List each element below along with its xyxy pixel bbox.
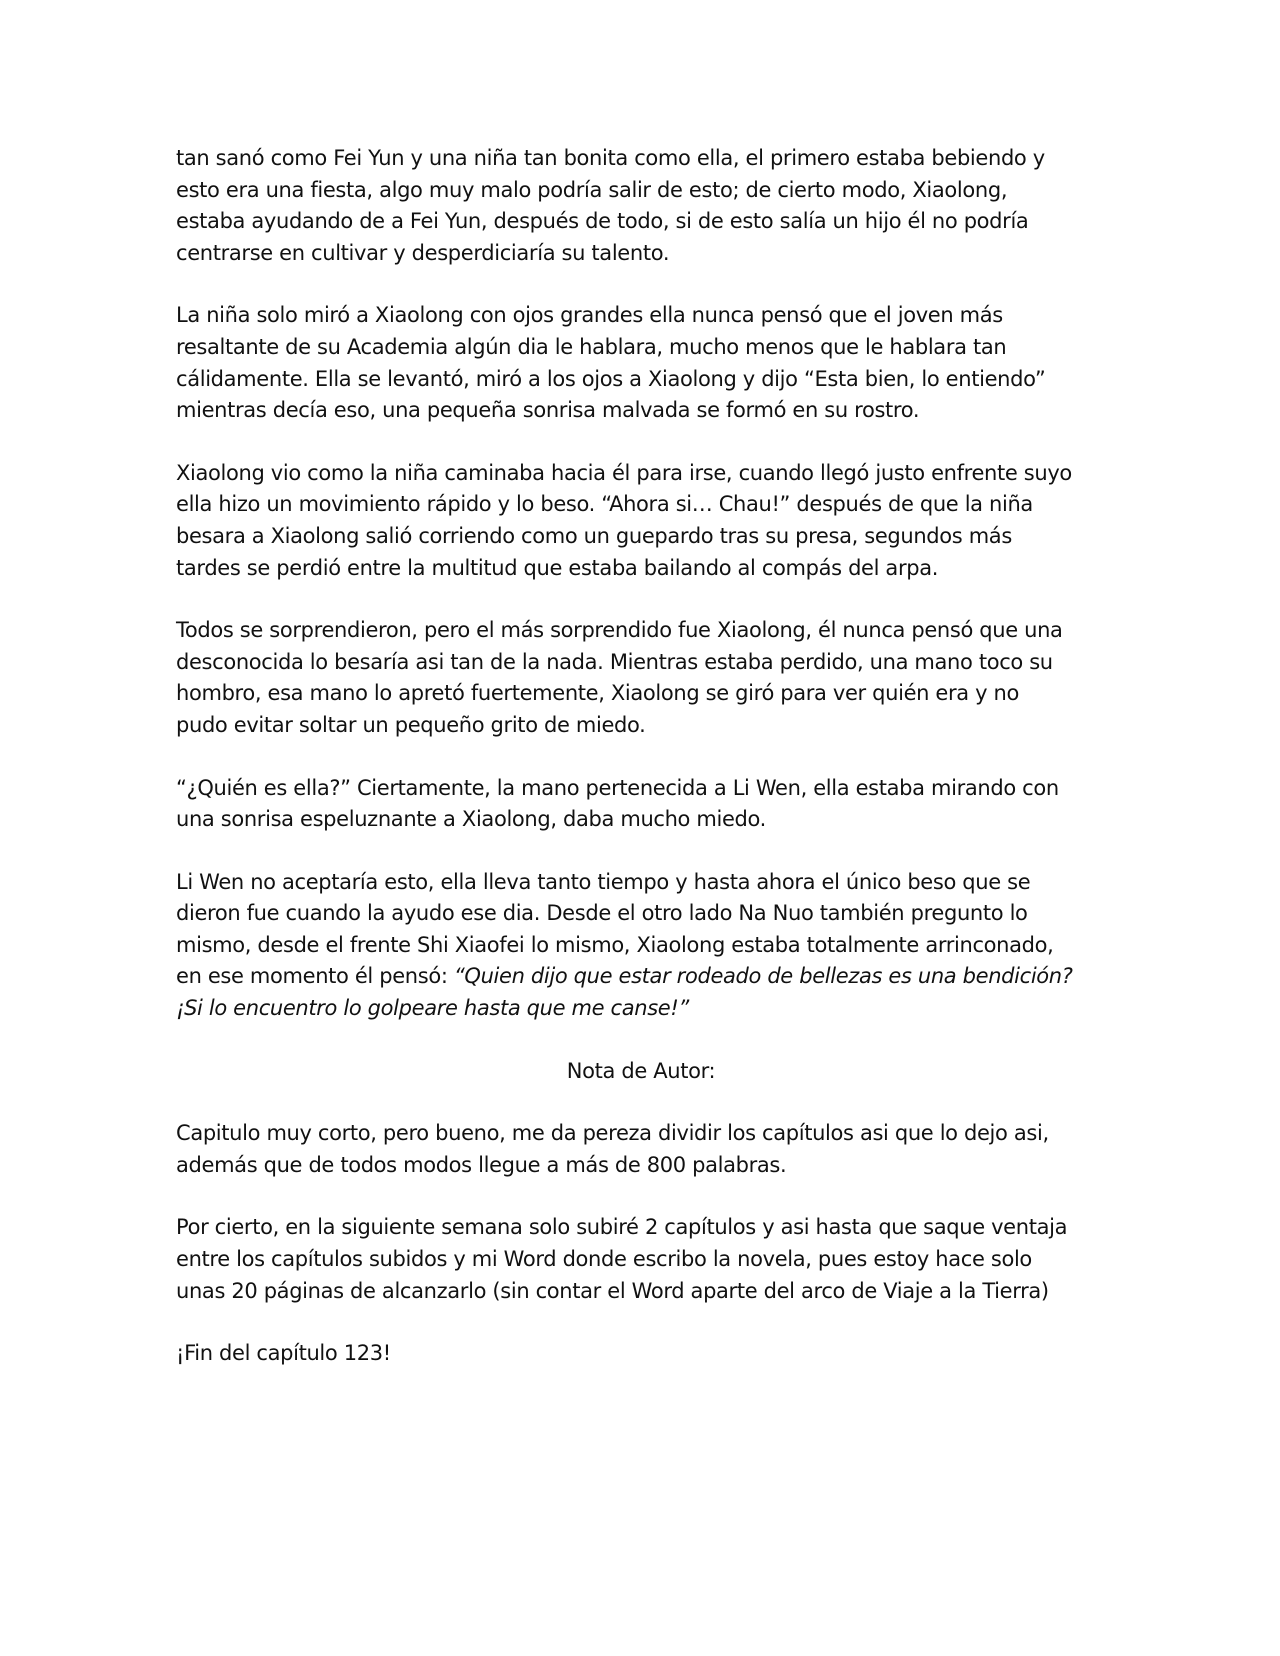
paragraph-8 [176, 1212, 1106, 1307]
text-line: “¿Quién es ella?” Ciertamente, la mano pertenecida a Li Wen, ella estaba mirando con [176, 775, 1059, 800]
paragraph-1 [176, 143, 1106, 269]
text-line: dieron fue cuando la ayudo ese dia. Desde el otro lado Na Nuo también pregunto lo [176, 901, 1028, 926]
text-line: desconocida lo besaría asi tan de la nada. Mientras estaba perdido, una mano toco su [176, 649, 1053, 674]
text-line: Xiaolong vio como la niña caminaba hacia él para irse, cuando llegó justo enfrente suyo [176, 460, 1072, 485]
author-note-heading [176, 1056, 1106, 1088]
document-page [176, 143, 1106, 1401]
text-line: esto era una fiesta, algo muy malo podría salir de esto; de cierto modo, Xiaolong, [176, 177, 1008, 202]
text-line: besara a Xiaolong salió corriendo como un guepardo tras su presa, segundos más [176, 523, 1012, 548]
text-line: cálidamente. Ella se levantó, miró a los ojos a Xiaolong y dijo “Esta bien, lo entiendo” [176, 366, 1046, 391]
text-line: unas 20 páginas de alcanzarlo (sin contar el Word aparte del arco de Viaje a la Tierra) [176, 1278, 1049, 1303]
paragraph-3 [176, 458, 1106, 584]
paragraph-4 [176, 615, 1106, 741]
text-line: mientras decía eso, una pequeña sonrisa malvada se formó en su rostro. [176, 398, 920, 423]
text-segment: en ese momento él pensó: [176, 964, 454, 989]
heading-text: Nota de Autor: [566, 1058, 716, 1083]
text-line: ¡Fin del capítulo 123! [176, 1341, 391, 1366]
text-line: además que de todos modos llegue a más de 800 palabras. [176, 1152, 787, 1177]
text-line: tardes se perdió entre la multitud que estaba bailando al compás del arpa. [176, 555, 939, 580]
italic-thought: ¡Si lo encuentro lo golpeare hasta que me canse!” [176, 996, 689, 1021]
italic-thought: “Quien dijo que estar rodeado de bellezas es una bendición? [453, 964, 1073, 989]
paragraph-5 [176, 773, 1106, 836]
text-line: centrarse en cultivar y desperdiciaría su talento. [176, 240, 670, 265]
text-line: estaba ayudando de a Fei Yun, después de todo, si de esto salía un hijo él no podría [176, 209, 1029, 234]
chapter-end [176, 1338, 1106, 1370]
text-line: una sonrisa espeluznante a Xiaolong, daba mucho miedo. [176, 807, 766, 832]
text-line: hombro, esa mano lo apretó fuertemente, Xiaolong se giró para ver quién era y no [176, 681, 1019, 706]
text-line: entre los capítulos subidos y mi Word donde escribo la novela, pues estoy hace solo [176, 1247, 1032, 1272]
text-line: Todos se sorprendieron, pero el más sorprendido fue Xiaolong, él nunca pensó que una [176, 618, 1063, 643]
paragraph-6 [176, 867, 1106, 1025]
text-line: mismo, desde el frente Shi Xiaofei lo mismo, Xiaolong estaba totalmente arrinconado, [176, 932, 1054, 957]
text-line: resaltante de su Academia algún dia le hablara, mucho menos que le hablara tan [176, 334, 1007, 359]
text-line: pudo evitar soltar un pequeño grito de miedo. [176, 712, 646, 737]
text-line: Li Wen no aceptaría esto, ella lleva tanto tiempo y hasta ahora el único beso que se [176, 869, 1031, 894]
paragraph-7 [176, 1118, 1106, 1181]
text-line: Por cierto, en la siguiente semana solo subiré 2 capítulos y asi hasta que saque ventaja [176, 1215, 1068, 1240]
text-line: La niña solo miró a Xiaolong con ojos grandes ella nunca pensó que el joven más [176, 303, 1003, 328]
text-line: tan sanó como Fei Yun y una niña tan bonita como ella, el primero estaba bebiendo y [176, 146, 1045, 170]
text-line [176, 961, 1106, 993]
text-line: ella hizo un movimiento rápido y lo beso. “Ahora si… Chau!” después de que la niña [176, 492, 1033, 517]
text-line: Capitulo muy corto, pero bueno, me da pereza dividir los capítulos asi que lo dejo asi, [176, 1121, 1049, 1146]
paragraph-2 [176, 300, 1106, 426]
